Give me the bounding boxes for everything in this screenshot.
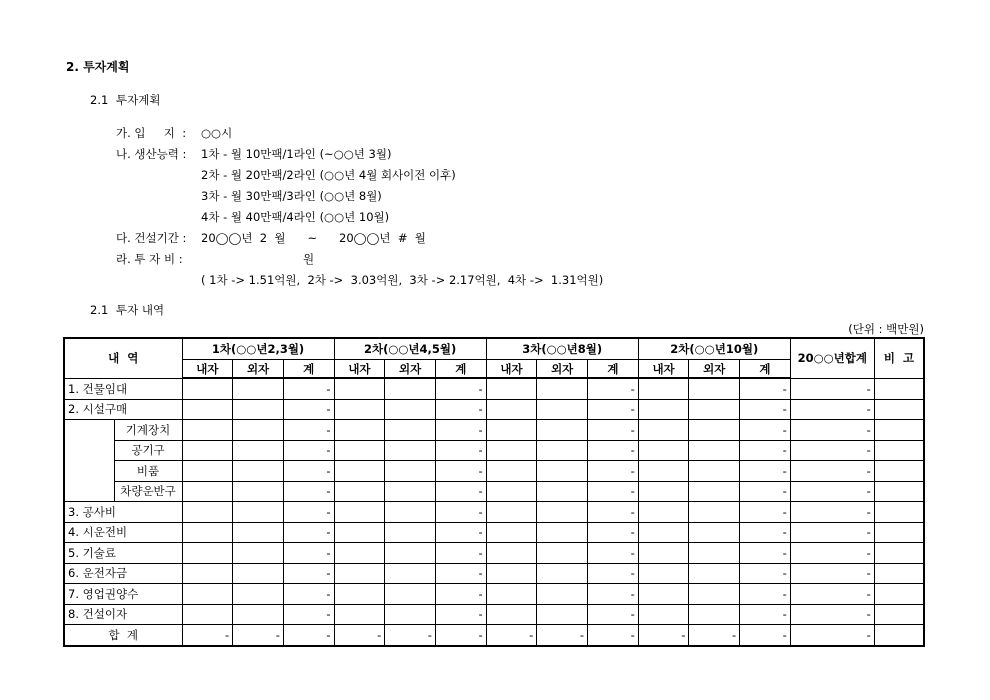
row-label: 1. 건물임대 — [64, 378, 182, 399]
table-row — [64, 440, 924, 461]
table-cell: - — [588, 604, 639, 625]
table-cell — [638, 563, 689, 584]
table-cell — [182, 584, 233, 605]
table-cell — [689, 563, 740, 584]
table-cell — [233, 604, 284, 625]
table-cell — [537, 378, 588, 399]
table-cell: - — [740, 481, 791, 502]
table-cell — [689, 481, 740, 502]
table-cell — [486, 502, 537, 523]
table-cell — [689, 378, 740, 399]
table-cell — [537, 502, 588, 523]
period-value: 20◯◯년 2 월 ~ 20◯◯년 # 월 — [201, 231, 426, 245]
period-label: 다. 건설기간 : — [116, 231, 187, 245]
table-cell — [486, 440, 537, 461]
table-cell — [689, 584, 740, 605]
cost-value: 원 — [303, 252, 315, 266]
row-label: 3. 공사비 — [64, 502, 182, 523]
table-row — [64, 461, 924, 482]
table-cell — [537, 399, 588, 420]
table-cell: - — [283, 502, 334, 523]
table-cell — [233, 399, 284, 420]
table-cell — [385, 543, 436, 564]
table-cell-total: - — [790, 522, 874, 543]
table-cell: - — [435, 378, 486, 399]
table-cell — [486, 522, 537, 543]
capacity-row — [116, 186, 603, 207]
table-cell-note — [874, 584, 924, 605]
table-cell: - — [435, 584, 486, 605]
row-label: 7. 영업권양수 — [64, 584, 182, 605]
table-header-row — [64, 338, 924, 360]
table-cell — [385, 440, 436, 461]
table-cell: - — [283, 522, 334, 543]
table-cell — [486, 378, 537, 399]
row-sublabel: 공기구 — [114, 440, 182, 461]
table-cell — [638, 481, 689, 502]
table-cell — [334, 461, 385, 482]
table-cell: - — [588, 563, 639, 584]
table-cell — [689, 399, 740, 420]
header-subcol: 계 — [740, 360, 791, 379]
table-cell: - — [740, 625, 791, 646]
table-cell: - — [740, 563, 791, 584]
table-cell: - — [283, 481, 334, 502]
table-cell — [334, 502, 385, 523]
table-cell — [537, 584, 588, 605]
table-cell — [537, 604, 588, 625]
header-subcol: 외자 — [385, 360, 436, 379]
table-cell: - — [588, 461, 639, 482]
location-row — [116, 123, 603, 144]
header-subcol: 외자 — [233, 360, 284, 379]
table-cell — [182, 399, 233, 420]
table-cell: - — [740, 440, 791, 461]
table-cell — [385, 604, 436, 625]
table-cell — [385, 584, 436, 605]
table-cell-total: - — [790, 584, 874, 605]
capacity-row — [116, 207, 603, 228]
table-cell — [182, 420, 233, 441]
table-cell — [638, 461, 689, 482]
capacity-label: 나. 생산능력 : — [116, 147, 187, 161]
table-cell-note — [874, 543, 924, 564]
table-cell — [182, 543, 233, 564]
table-row — [64, 584, 924, 605]
table-cell: - — [283, 604, 334, 625]
table-cell — [334, 584, 385, 605]
table-cell: - — [435, 461, 486, 482]
table-cell — [334, 378, 385, 399]
capacity-line: 2차 - 월 20만팩/2라인 (○○년 4월 회사이전 이후) — [201, 168, 456, 182]
table-cell: - — [740, 378, 791, 399]
header-subcol: 외자 — [689, 360, 740, 379]
table-row — [64, 502, 924, 523]
subsection-number: 2.1 — [90, 93, 109, 107]
table-cell: - — [588, 420, 639, 441]
table-cell — [385, 399, 436, 420]
table-cell — [385, 522, 436, 543]
table-cell-total: - — [790, 440, 874, 461]
section-title: 2. 투자계획 — [66, 60, 130, 74]
header-item: 내 역 — [64, 338, 182, 378]
table-cell — [233, 481, 284, 502]
location-label: 가. 입 지 : — [116, 126, 187, 140]
table-cell: - — [588, 481, 639, 502]
table-cell — [334, 563, 385, 584]
table-cell — [385, 563, 436, 584]
capacity-row — [116, 165, 603, 186]
subsection-title: 투자 내역 — [116, 303, 165, 317]
table-cell — [638, 522, 689, 543]
capacity-line: 4차 - 월 40만팩/4라인 (○○년 10월) — [201, 210, 390, 224]
table-cell: - — [537, 625, 588, 646]
table-cell-note — [874, 440, 924, 461]
table-cell — [537, 543, 588, 564]
row-sublabel: 기계장치 — [114, 420, 182, 441]
table-cell — [638, 584, 689, 605]
table-cell: - — [740, 522, 791, 543]
table-cell: - — [283, 543, 334, 564]
row-label: 8. 건설이자 — [64, 604, 182, 625]
table-row — [64, 604, 924, 625]
group-indent-cell — [64, 420, 114, 502]
table-cell: - — [435, 563, 486, 584]
header-subcol: 계 — [435, 360, 486, 379]
table-cell — [334, 481, 385, 502]
table-cell-total: - — [790, 420, 874, 441]
table-cell — [689, 543, 740, 564]
table-cell — [182, 378, 233, 399]
table-cell: - — [588, 584, 639, 605]
unit-label: (단위 : 백만원) — [848, 322, 924, 336]
table-cell — [182, 522, 233, 543]
table-cell: - — [740, 399, 791, 420]
table-cell: - — [435, 502, 486, 523]
table-cell-note — [874, 399, 924, 420]
table-cell: - — [588, 440, 639, 461]
table-cell — [385, 420, 436, 441]
total-label: 합 계 — [64, 625, 182, 646]
table-cell — [385, 481, 436, 502]
table-cell — [537, 461, 588, 482]
table-cell — [233, 584, 284, 605]
table-cell — [537, 420, 588, 441]
table-cell — [233, 461, 284, 482]
table-cell: - — [588, 625, 639, 646]
table-cell — [334, 543, 385, 564]
header-subcol: 내자 — [334, 360, 385, 379]
table-cell — [689, 604, 740, 625]
table-cell — [638, 399, 689, 420]
table-cell: - — [740, 502, 791, 523]
table-cell: - — [233, 625, 284, 646]
table-cell — [486, 563, 537, 584]
table-cell — [233, 543, 284, 564]
table-cell: - — [435, 604, 486, 625]
table-cell: - — [740, 420, 791, 441]
table-cell — [385, 502, 436, 523]
table-cell — [182, 604, 233, 625]
header-phase: 2차(○○년4,5월) — [334, 338, 486, 360]
table-row — [64, 522, 924, 543]
table-cell — [689, 502, 740, 523]
table-cell — [385, 378, 436, 399]
table-cell-note — [874, 604, 924, 625]
table-cell-total: - — [790, 378, 874, 399]
capacity-line: 1차 - 월 10만팩/1라인 (~○○년 3월) — [201, 147, 392, 161]
table-cell-note — [874, 625, 924, 646]
cost-label: 라. 투 자 비 : — [116, 252, 183, 266]
table-cell: - — [435, 399, 486, 420]
subsection-number: 2.1 — [90, 303, 109, 317]
table-cell-note — [874, 522, 924, 543]
table-cell: - — [638, 625, 689, 646]
table-cell: - — [588, 378, 639, 399]
table-cell-total: - — [790, 461, 874, 482]
table-cell: - — [283, 399, 334, 420]
cost-detail-row — [116, 270, 603, 291]
table-row — [64, 399, 924, 420]
table-cell — [638, 604, 689, 625]
table-cell — [638, 543, 689, 564]
table-cell — [689, 420, 740, 441]
table-cell — [233, 522, 284, 543]
table-cell — [486, 604, 537, 625]
header-subcol: 외자 — [537, 360, 588, 379]
row-label: 6. 운전자금 — [64, 563, 182, 584]
header-subcol: 내자 — [182, 360, 233, 379]
table-cell-total: - — [790, 399, 874, 420]
table-cell — [233, 502, 284, 523]
header-phase: 1차(○○년2,3월) — [182, 338, 334, 360]
table-cell: - — [435, 481, 486, 502]
table-cell — [233, 563, 284, 584]
row-label: 5. 기술료 — [64, 543, 182, 564]
subsection-breakdown-heading — [90, 302, 164, 318]
table-cell: - — [283, 461, 334, 482]
table-cell: - — [283, 584, 334, 605]
table-cell: - — [182, 625, 233, 646]
table-cell-note — [874, 420, 924, 441]
table-cell — [182, 502, 233, 523]
header-phase: 3차(○○년8월) — [486, 338, 638, 360]
header-subcol: 계 — [283, 360, 334, 379]
table-cell — [537, 563, 588, 584]
capacity-row — [116, 144, 603, 165]
table-cell — [638, 502, 689, 523]
subsection-title: 투자계획 — [116, 93, 161, 107]
table-cell: - — [283, 563, 334, 584]
cost-detail: ( 1차 -> 1.51억원, 2차 -> 3.03억원, 3차 -> 2.17억원, 4차 -> 1.31억원) — [201, 273, 604, 287]
table-cell-total: - — [790, 625, 874, 646]
table-cell: - — [283, 625, 334, 646]
table-cell: - — [385, 625, 436, 646]
table-cell — [233, 420, 284, 441]
investment-table — [63, 337, 925, 647]
table-cell — [385, 461, 436, 482]
table-total-row — [64, 625, 924, 646]
table-cell: - — [435, 625, 486, 646]
table-row — [64, 563, 924, 584]
table-cell — [233, 378, 284, 399]
header-note: 비 고 — [874, 338, 924, 378]
table-cell — [182, 481, 233, 502]
table-cell — [689, 440, 740, 461]
table-cell — [537, 481, 588, 502]
table-cell: - — [588, 502, 639, 523]
table-row — [64, 481, 924, 502]
table-cell: - — [588, 399, 639, 420]
table-cell-note — [874, 378, 924, 399]
table-cell — [638, 420, 689, 441]
table-cell — [334, 399, 385, 420]
cost-row — [116, 249, 603, 270]
table-cell: - — [435, 440, 486, 461]
row-sublabel: 차량운반구 — [114, 481, 182, 502]
table-cell-note — [874, 502, 924, 523]
header-total: 20○○년합계 — [790, 338, 874, 378]
table-cell-note — [874, 481, 924, 502]
table-cell — [537, 522, 588, 543]
table-cell-total: - — [790, 563, 874, 584]
table-cell: - — [689, 625, 740, 646]
location-value: ○○시 — [201, 126, 233, 140]
header-subcol: 내자 — [638, 360, 689, 379]
table-cell: - — [740, 543, 791, 564]
plan-details — [116, 123, 603, 291]
table-cell — [486, 543, 537, 564]
table-cell: - — [740, 604, 791, 625]
table-cell: - — [283, 420, 334, 441]
header-phase: 2차(○○년10월) — [638, 338, 790, 360]
table-cell — [182, 461, 233, 482]
table-cell — [334, 604, 385, 625]
subsection-plan-heading — [90, 92, 160, 108]
table-cell-total: - — [790, 481, 874, 502]
table-row — [64, 420, 924, 441]
capacity-line: 3차 - 월 30만팩/3라인 (○○년 8월) — [201, 189, 382, 203]
table-cell — [334, 440, 385, 461]
table-cell — [334, 522, 385, 543]
table-cell — [537, 440, 588, 461]
table-cell: - — [588, 522, 639, 543]
table-cell — [182, 563, 233, 584]
table-cell: - — [283, 440, 334, 461]
table-cell: - — [740, 461, 791, 482]
table-cell — [638, 378, 689, 399]
table-cell: - — [435, 543, 486, 564]
table-cell — [182, 440, 233, 461]
table-cell — [486, 399, 537, 420]
row-label: 4. 시운전비 — [64, 522, 182, 543]
table-cell: - — [435, 522, 486, 543]
row-sublabel: 비품 — [114, 461, 182, 482]
table-cell — [486, 420, 537, 441]
table-cell: - — [486, 625, 537, 646]
table-cell: - — [283, 378, 334, 399]
table-cell — [689, 461, 740, 482]
table-cell: - — [588, 543, 639, 564]
row-label: 2. 시설구매 — [64, 399, 182, 420]
table-row — [64, 378, 924, 399]
table-cell-total: - — [790, 502, 874, 523]
table-cell-note — [874, 461, 924, 482]
table-cell — [486, 584, 537, 605]
table-cell — [689, 522, 740, 543]
table-cell: - — [334, 625, 385, 646]
table-cell — [486, 461, 537, 482]
table-cell-note — [874, 563, 924, 584]
table-cell: - — [435, 420, 486, 441]
period-row — [116, 228, 603, 249]
header-subcol: 내자 — [486, 360, 537, 379]
header-subcol: 계 — [588, 360, 639, 379]
table-cell — [638, 440, 689, 461]
table-cell-total: - — [790, 604, 874, 625]
table-cell — [334, 420, 385, 441]
table-row — [64, 543, 924, 564]
table-cell — [233, 440, 284, 461]
table-cell — [486, 481, 537, 502]
table-cell: - — [740, 584, 791, 605]
table-cell-total: - — [790, 543, 874, 564]
